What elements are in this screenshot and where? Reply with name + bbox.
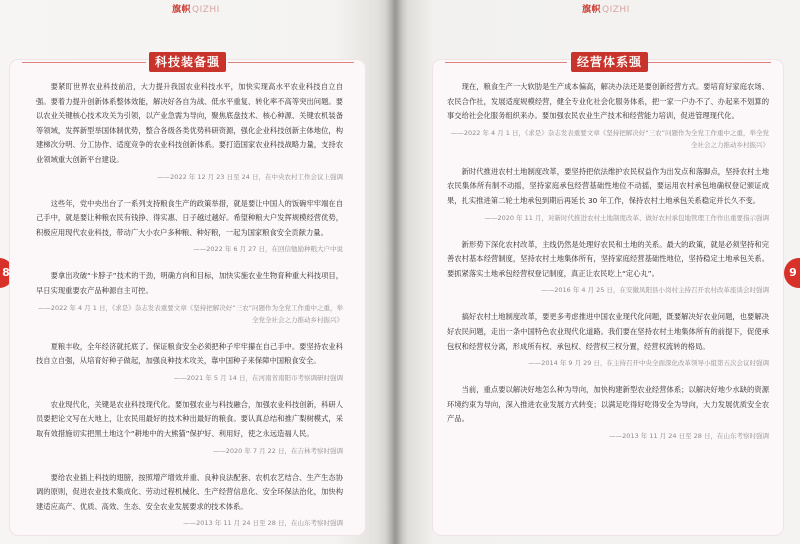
left-header-logo	[172, 2, 220, 15]
quote-text: 新时代推进农村土地制度改革，要坚持把依法维护农民权益作为出发点和落脚点，坚持农村土地农民集体所有制不动摇，坚持家庭承包经营基础性地位不动摇，要运用农村承包地确权登记颁证成果，扎实推进第二轮土地承包到期后再延长 30 年工作，保持农村土地承包关系稳定并长久不变。	[447, 166, 769, 205]
quote-source: ——2013 年 11 月 24 日至 28 日，在山东考察时强调	[609, 431, 769, 440]
left-page	[0, 0, 393, 544]
right-section-title: 经营体系强	[571, 52, 648, 72]
quote-source: ——2022 年 4 月 1 日，《求是》杂志发表重要文章《坚持把解决好“三农”问题作为全党工作重中之重，举全党全社会之力推动乡村振兴》	[37, 303, 343, 324]
right-title-rule-right	[647, 62, 771, 63]
left-section-title: 科技装备强	[149, 52, 226, 72]
quote-source: ——2022 年 4 月 1 日，《求是》杂志发表重要文章《坚持把解决好“三农”问题作为全党工作重中之重，举全党全社会之力推动乡村振兴》	[450, 128, 769, 149]
quote-source: ——2021 年 5 月 14 日，在河南省南阳市考察调研时强调	[173, 373, 343, 382]
quote-source: ——2022 年 12 月 23 日至 24 日，在中央农村工作会议上强调	[157, 172, 343, 181]
left-logo-text: 旗帜	[172, 5, 192, 15]
quote-text: 要给农业插上科技的翅膀，按照增产增效并重、良种良法配套、农机农艺结合、生产生态协调的原则，促进农业技术集成化、劳动过程机械化、生产经营信息化、安全环保法治化，加快构建适应高产、优质、高效、生态、安全农业发展要求的技术体系。	[36, 472, 343, 511]
right-header-logo	[582, 2, 630, 15]
quote-block	[36, 340, 343, 384]
right-quotes	[447, 80, 769, 456]
quote-text: 农业现代化，关键是农业科技现代化。要加强农业与科技融合，加强农业科技创新，科研人员要把论文写在大地上，让农民用最好的技术种出最好的粮食。要认真总结和推广梨树模式，采取有效措施切实把黑土地这个“耕地中的大熊猫”保护好、利用好，使之永远造福人民。	[36, 399, 343, 438]
quote-block	[447, 310, 769, 369]
left-content-card	[10, 55, 365, 535]
left-title-rule-right	[228, 62, 354, 63]
right-page	[393, 0, 800, 544]
left-quotes	[36, 80, 343, 543]
quote-source: ——2016 年 4 月 25 日，在安徽凤阳县小岗村主持召开农村改革座谈会时强调	[541, 286, 769, 295]
quote-block	[447, 165, 769, 224]
quote-text: 要紧盯世界农业科技前沿，大力提升我国农业科技水平，加快实现高水平农业科技自立自强。要着力提升创新体系整体效能，解决好各自为战、低水平重复、转化率不高等突出问题。要以农业关键核心技术攻关为引领，以产业急需为导向，聚焦底盘技术、核心种源、关键农机装备等领域，发挥新型举国体制优势，整合各级各类优势科研资源，强化企业科技创新主体地位，构建梯次分明、分工协作、适度竞争的农业科技创新体系。要打造国家农业科技战略力量，支持农业领域重大创新平台建设。	[36, 82, 343, 164]
quote-source: ——2020 年 7 月 22 日，在吉林考察时强调	[212, 446, 343, 455]
right-logo-text: 旗帜	[582, 5, 602, 15]
quote-text: 当前，重点要以解决好地怎么种为导向，加快构建新型农业经营体系；以解决好地少水缺的资源环境约束为导向，深入推进农业发展方式转变；以满足吃得好吃得安全为导向，大力发展优质安全农产品。	[447, 385, 769, 424]
quote-block	[36, 398, 343, 457]
quote-block	[36, 269, 343, 325]
quote-text: 要拿出攻破“卡脖子”技术的干劲，明确方向和目标，加快实施农业生物育种重大科技项目，早日实现重要农产品种源自主可控。	[36, 271, 343, 295]
right-content-card	[433, 55, 783, 535]
quote-source: ——2020 年 11 月，对新时代推进农村土地制度改革、做好农村承包地管理工作作出重要指示强调	[484, 213, 769, 222]
quote-text: 新形势下深化农村改革，主线仍然是处理好农民和土地的关系。最大的政策，就是必须坚持和完善农村基本经营制度，坚持农村土地集体所有，坚持家庭经营基础性地位，坚持稳定土地承包关系。要抓紧落实土地承包经营权登记制度，真正让农民吃上“定心丸”。	[447, 239, 769, 278]
quote-block	[447, 80, 769, 151]
quote-block	[36, 471, 343, 530]
right-title-rule-left	[445, 62, 567, 63]
book-spine-shadow	[386, 0, 408, 544]
quote-block	[447, 238, 769, 297]
left-logo-subtext: QIZHI	[192, 5, 220, 15]
quote-text: 搞好农村土地制度改革，要更多考虑推进中国农业现代化问题，既要解决好农业问题，也要解决好农民问题，走出一条中国特色农业现代化道路。我们要在坚持农村土地集体所有的前提下，促使承包权和经营权分离，形成所有权、承包权、经营权三权分置，经营权流转的格局。	[447, 312, 769, 351]
quote-text: 这些年，党中央出台了一系列支持粮食生产的政策举措，就是要让中国人的饭碗牢牢端在自己手中，就是要让种粮农民有钱挣、得实惠、日子越过越好。希望种粮大户发挥规模经营优势，积极应用现代农业科技，带动广大小农户多种粮、种好粮，一起为国家粮食安全贡献力量。	[36, 198, 343, 237]
right-page-tab[interactable]: 9	[784, 258, 800, 288]
quote-text: 夏粮丰收，全年经济就托底了。保证粮食安全必须把种子牢牢攥在自己手中。要坚持农业科技自立自强，从培育好种子做起，加强良种技术攻关，靠中国种子来保障中国粮食安全。	[36, 341, 343, 366]
quote-block	[447, 383, 769, 442]
right-logo-subtext: QIZHI	[602, 5, 630, 15]
quote-block	[36, 80, 343, 183]
quote-text: 现在，粮食生产一大软肋是生产成本偏高，解决办法还是要创新经营方式。要培育好家庭农场、农民合作社，发展适度规模经营，健全专业化社会化服务体系，把一家一户办不了、办起来不划算的事交给社会化服务组织来办。要加强农民农业生产技术和经营能力培训，促进管理现代化。	[447, 82, 769, 121]
quote-source: ——2013 年 11 月 24 日至 28 日，在山东考察时强调	[183, 519, 343, 528]
quote-source: ——2014 年 9 月 29 日，在主持召开中央全面深化改革领导小组第五次会议时强调	[528, 359, 769, 368]
left-title-rule-left	[22, 62, 146, 63]
left-page-tab[interactable]: 8	[0, 258, 14, 288]
quote-block	[36, 197, 343, 256]
quote-source: ——2022 年 6 月 27 日，在回信勉励种粮大户中说	[193, 245, 343, 254]
